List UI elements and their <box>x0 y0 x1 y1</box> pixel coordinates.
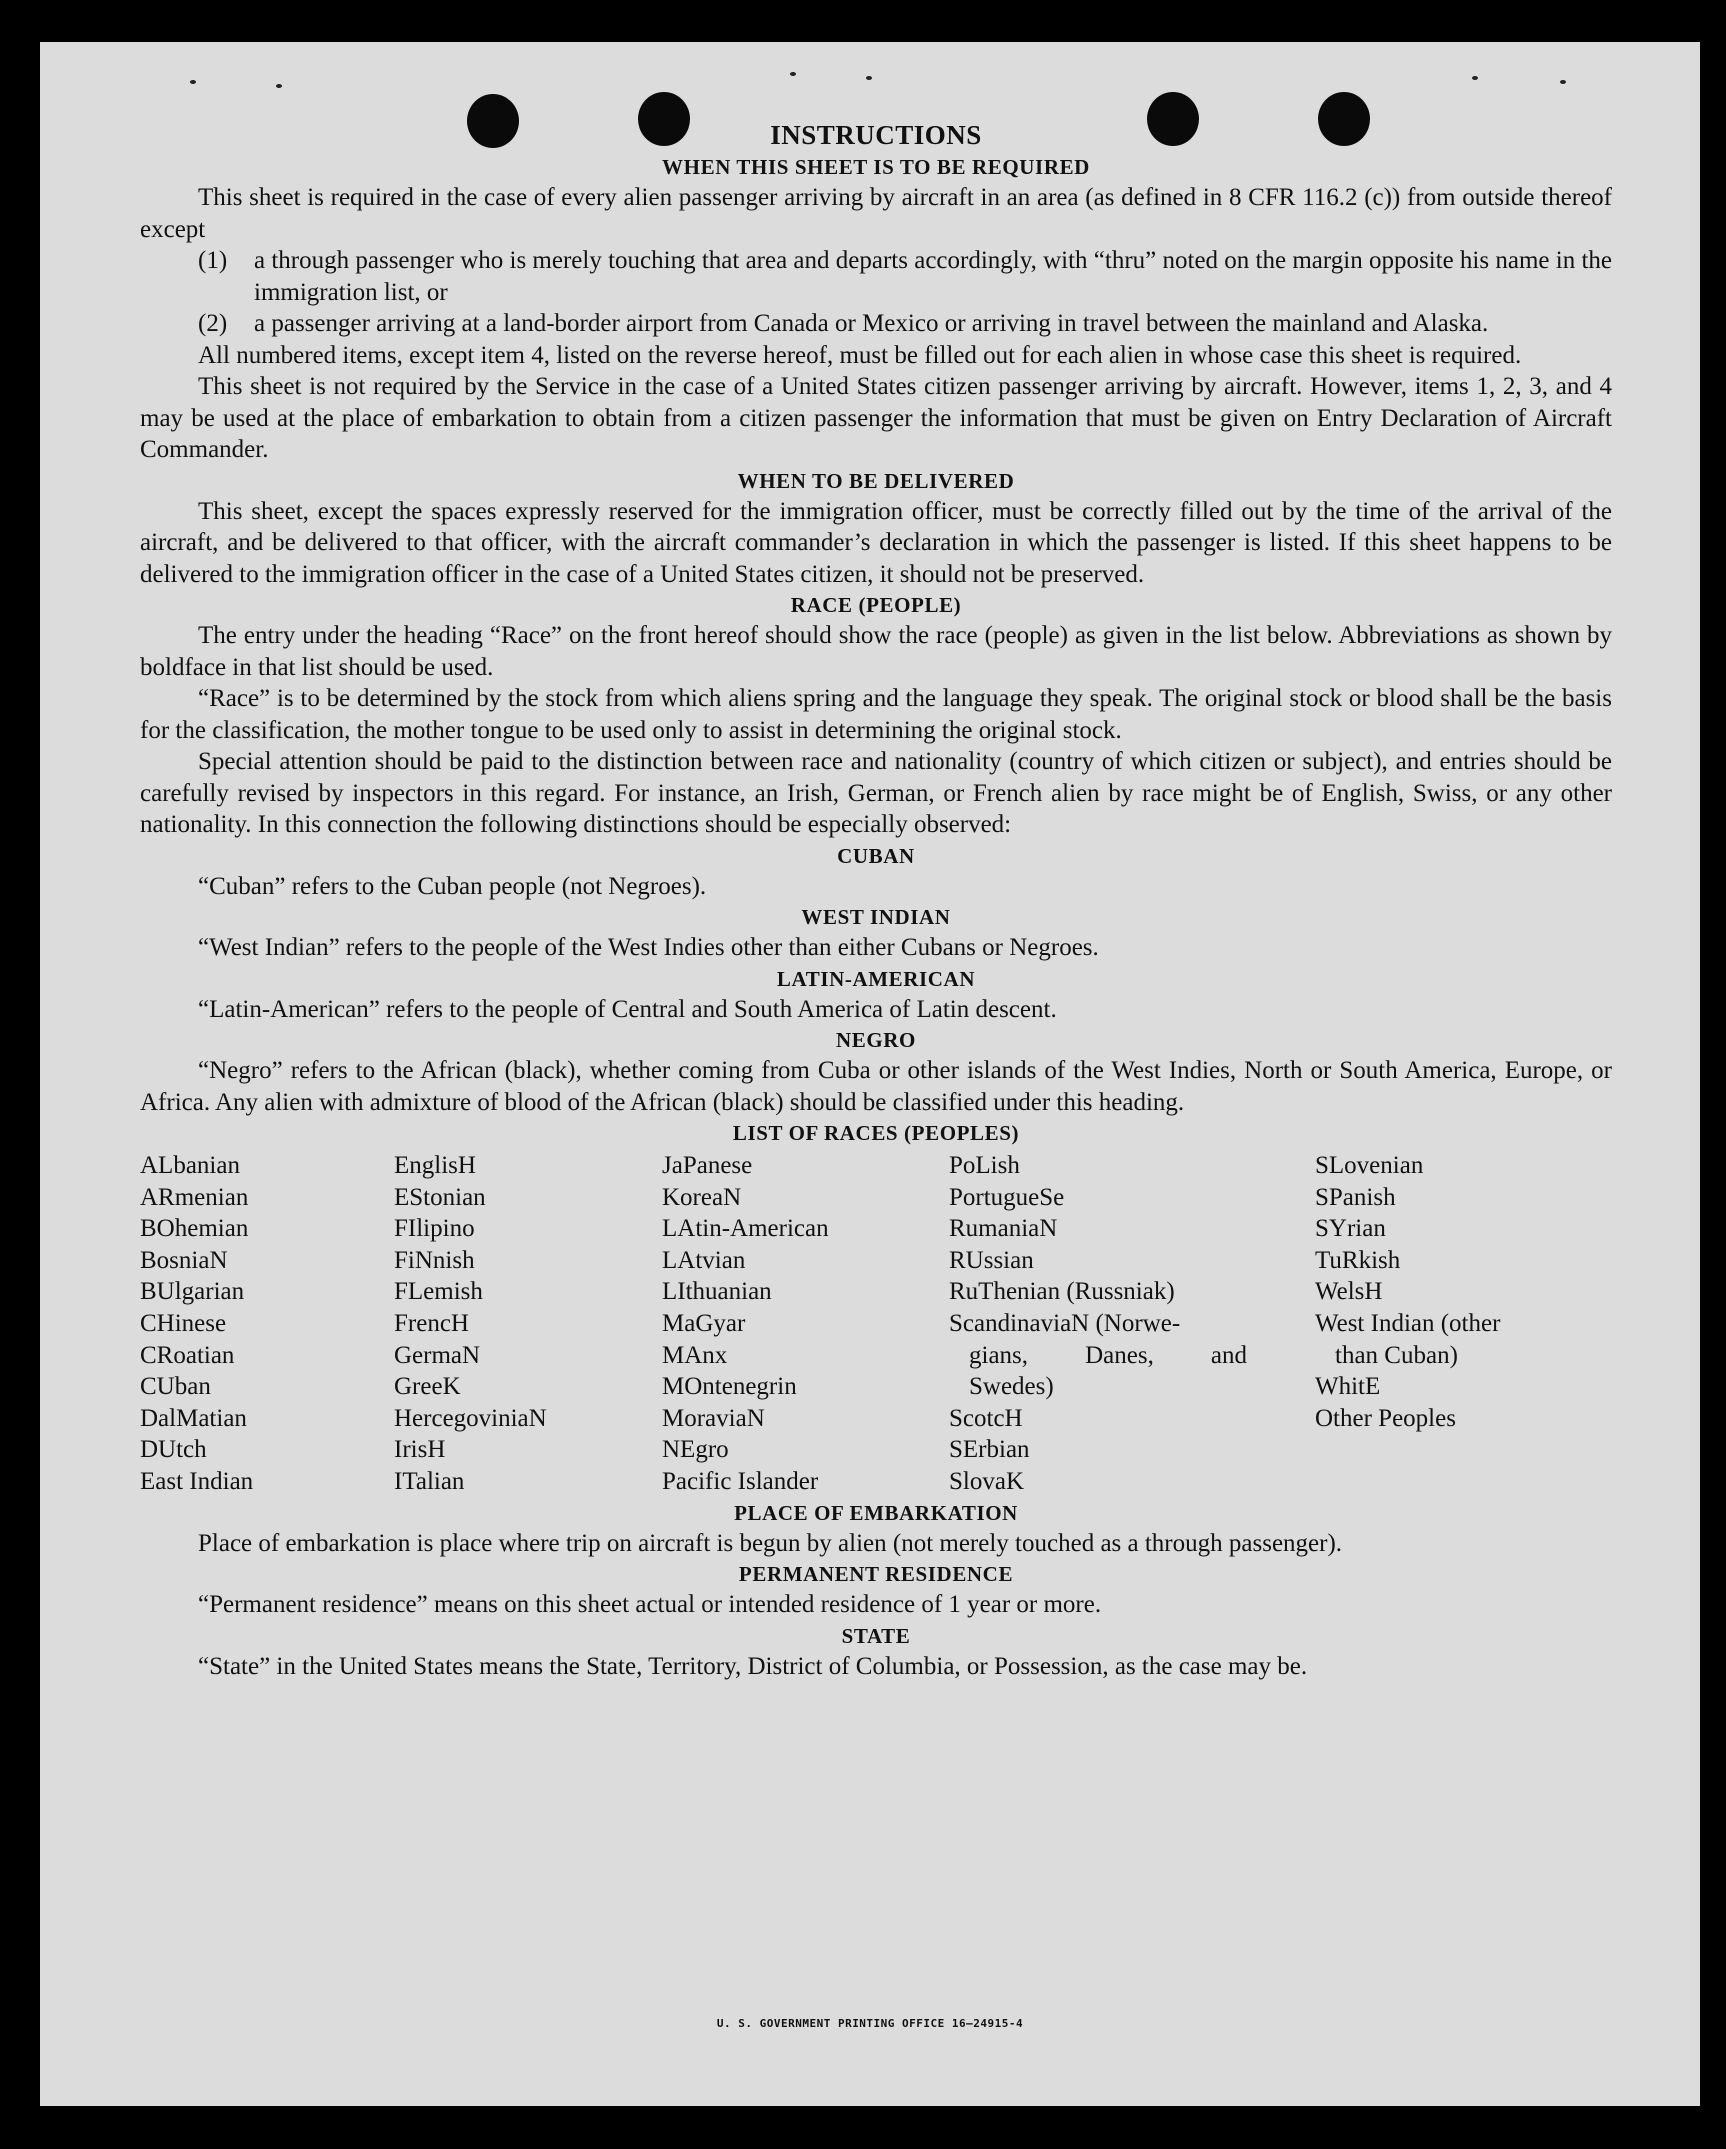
race-item: FrencH <box>394 1309 469 1337</box>
definition-latin-american: “Latin-American” refers to the people of Central and South America of Latin descent. <box>198 995 1057 1023</box>
exception-text: a passenger arriving at a land-border airport from Canada or Mexico or arriving in travel between the mainland and Alaska. <box>254 310 1489 337</box>
race-item: LIthuanian <box>662 1278 772 1306</box>
race-item <box>949 1340 1247 1372</box>
definition-negro: “Negro” refers to the African (black), whether coming from Cuba or other islands of the West Indies, North or South America, Europe, or Africa. Any alien with admixture of blood of the African (black) should be classified under this heading. <box>140 1057 1612 1116</box>
heading-residence: PERMANENT RESIDENCE <box>738 1562 1014 1587</box>
race-item: BOhemian <box>140 1215 249 1243</box>
race-item: BosniaN <box>140 1246 228 1274</box>
race-item: SErbian <box>949 1436 1030 1464</box>
race-list <box>140 1150 1612 1498</box>
race-item: MoraviaN <box>662 1404 765 1432</box>
race-item: ScotcH <box>949 1404 1023 1432</box>
exception-item <box>140 245 1612 308</box>
heading-negro: NEGRO <box>835 1028 916 1052</box>
race-item: WelsH <box>1315 1278 1383 1306</box>
race-column <box>662 1150 949 1498</box>
printer-imprint: U. S. GOVERNMENT PRINTING OFFICE 16—24915-4 <box>716 2017 1024 2030</box>
race-item: SLovenian <box>1315 1152 1424 1179</box>
heading-embarkation: PLACE OF EMBARKATION <box>734 1500 1018 1525</box>
definition-state: “State” in the United States means the State, Territory, District of Columbia, or Possession, as the case may be. <box>198 1652 1308 1680</box>
race-item-continued: than Cuban) <box>1335 1341 1458 1369</box>
race-item: JaPanese <box>662 1152 753 1179</box>
race-item: SYrian <box>1315 1215 1386 1243</box>
instructions-content <box>140 118 1612 1682</box>
race-item: East Indian <box>140 1467 254 1495</box>
race-item: PoLish <box>949 1152 1020 1179</box>
definition-embarkation: Place of embarkation is place where trip on aircraft is begun by alien (not merely touched as a through passenger). <box>198 1529 1343 1557</box>
race-item: EnglisH <box>394 1152 476 1179</box>
race-column <box>1315 1150 1612 1498</box>
race-item: DUtch <box>140 1436 207 1464</box>
heading-list-of-races: LIST OF RACES (PEOPLES) <box>732 1121 1020 1145</box>
race-item: ARmenian <box>140 1183 249 1211</box>
race-item: FiNnish <box>394 1246 475 1274</box>
paragraph: This sheet is not required by the Service in the case of a United States citizen passenger arriving by aircraft. However, items 1, 2, 3, and 4 may be used at the place of embarkation to obtain from a citizen passenger the information that must be given on Entry Declaration of Aircraft Commander. <box>140 373 1612 463</box>
race-item: IrisH <box>394 1436 446 1464</box>
race-column <box>394 1150 662 1498</box>
exception-number: (2) <box>198 310 228 337</box>
heading-cuban: CUBAN <box>837 843 915 868</box>
race-item: GermaN <box>394 1341 481 1369</box>
race-item: EStonian <box>394 1183 486 1211</box>
heading-latin-american: LATIN-AMERICAN <box>776 966 976 991</box>
race-item: FIlipino <box>394 1215 475 1243</box>
race-item: West Indian (other <box>1315 1309 1501 1337</box>
race-item-continued: gians, Danes, and <box>969 1341 1247 1369</box>
race-item <box>1315 1340 1612 1372</box>
race-item: TuRkish <box>1315 1246 1401 1274</box>
race-item: NEgro <box>662 1436 729 1464</box>
race-item: Pacific Islander <box>662 1467 819 1495</box>
race-item: ITalian <box>394 1467 465 1495</box>
race-item: BUlgarian <box>140 1278 245 1306</box>
race-item: KoreaN <box>662 1183 742 1211</box>
race-item: RumaniaN <box>949 1215 1058 1243</box>
race-item <box>949 1371 1247 1403</box>
race-item: SlovaK <box>949 1467 1024 1495</box>
heading-when-delivered: WHEN TO BE DELIVERED <box>737 468 1015 493</box>
race-column <box>949 1150 1247 1498</box>
race-item: ScandinaviaN (Norwe- <box>949 1309 1181 1337</box>
race-item: FLemish <box>394 1278 483 1306</box>
heading-west-indian: WEST INDIAN <box>801 905 951 929</box>
race-item: RuThenian (Russniak) <box>949 1278 1175 1306</box>
race-item: DalMatian <box>140 1404 247 1432</box>
page-title: INSTRUCTIONS <box>770 120 982 150</box>
race-item: MaGyar <box>662 1309 746 1337</box>
race-item: SPanish <box>1315 1183 1396 1211</box>
speck <box>866 76 872 80</box>
race-column <box>140 1150 394 1498</box>
race-item: LAtvian <box>662 1246 746 1274</box>
heading-state: STATE <box>841 1623 911 1648</box>
race-item: WhitE <box>1315 1373 1381 1401</box>
paragraph: This sheet, except the spaces expressly reserved for the immigration officer, must be correctly filled out by the time of the arrival of the aircraft, and be delivered to that officer, with the aircraft commander’s declaration in which the passenger is listed. If this sheet happens to be delivered to the immigration officer in the case of a United States citizen, it should not be preserved. <box>140 497 1612 588</box>
definition-cuban: “Cuban” refers to the Cuban people (not Negroes). <box>198 872 707 900</box>
race-item: PortugueSe <box>949 1183 1065 1211</box>
paragraph: Special attention should be paid to the distinction between race and nationality (country of which citizen or subject), and entries should be carefully revised by inspectors in this regard. For instance, an Irish, German, or French alien by race might be of English, Swiss, or any other nationality. In this connection the following distinctions should be especially observed: <box>140 748 1612 838</box>
paragraph: All numbered items, except item 4, listed on the reverse hereof, must be filled out for each alien in whose case this sheet is required. <box>198 341 1522 369</box>
exception-item <box>140 308 1612 340</box>
heading-race: RACE (PEOPLE) <box>790 593 962 617</box>
exception-text: a through passenger who is merely touching that area and departs accordingly, with “thru” noted on the margin opposite his name in the immigration list, or <box>254 247 1612 306</box>
paragraph: This sheet is required in the case of every alien passenger arriving by aircraft in an area (as defined in 8 CFR 116.2 (c)) from outside thereof except <box>140 184 1612 243</box>
race-item: ALbanian <box>140 1152 240 1179</box>
definition-residence: “Permanent residence” means on this sheet actual or intended residence of 1 year or more. <box>198 1591 1102 1619</box>
heading-when-required: WHEN THIS SHEET IS TO BE REQUIRED <box>662 155 1090 179</box>
exception-number: (1) <box>198 247 228 274</box>
race-item: Other Peoples <box>1315 1404 1456 1432</box>
speck <box>790 72 796 76</box>
race-item: CRoatian <box>140 1341 235 1369</box>
speck <box>1472 76 1478 80</box>
speck <box>276 84 282 88</box>
speck <box>190 80 196 84</box>
document-sheet <box>40 42 1700 2106</box>
race-item-continued: Swedes) <box>969 1373 1054 1401</box>
race-item: MAnx <box>662 1341 728 1369</box>
race-item: GreeK <box>394 1373 461 1401</box>
race-item: HercegoviniaN <box>394 1404 547 1432</box>
paragraph: The entry under the heading “Race” on the front hereof should show the race (people) as given in the list below. Abbreviations as shown by boldface in that list should be used. <box>140 622 1612 681</box>
race-item: CHinese <box>140 1309 227 1337</box>
race-item: LAtin-American <box>662 1215 829 1243</box>
race-item: MOntenegrin <box>662 1373 797 1401</box>
paragraph: “Race” is to be determined by the stock from which aliens spring and the language they speak. The original stock or blood shall be the basis for the classification, the mother tongue to be used only to assist in determining the original stock. <box>140 685 1612 744</box>
speck <box>1560 80 1566 84</box>
race-item: CUban <box>140 1373 211 1401</box>
definition-west-indian: “West Indian” refers to the people of the West Indies other than either Cubans or Negroes. <box>198 934 1099 961</box>
race-item: RUssian <box>949 1246 1034 1274</box>
